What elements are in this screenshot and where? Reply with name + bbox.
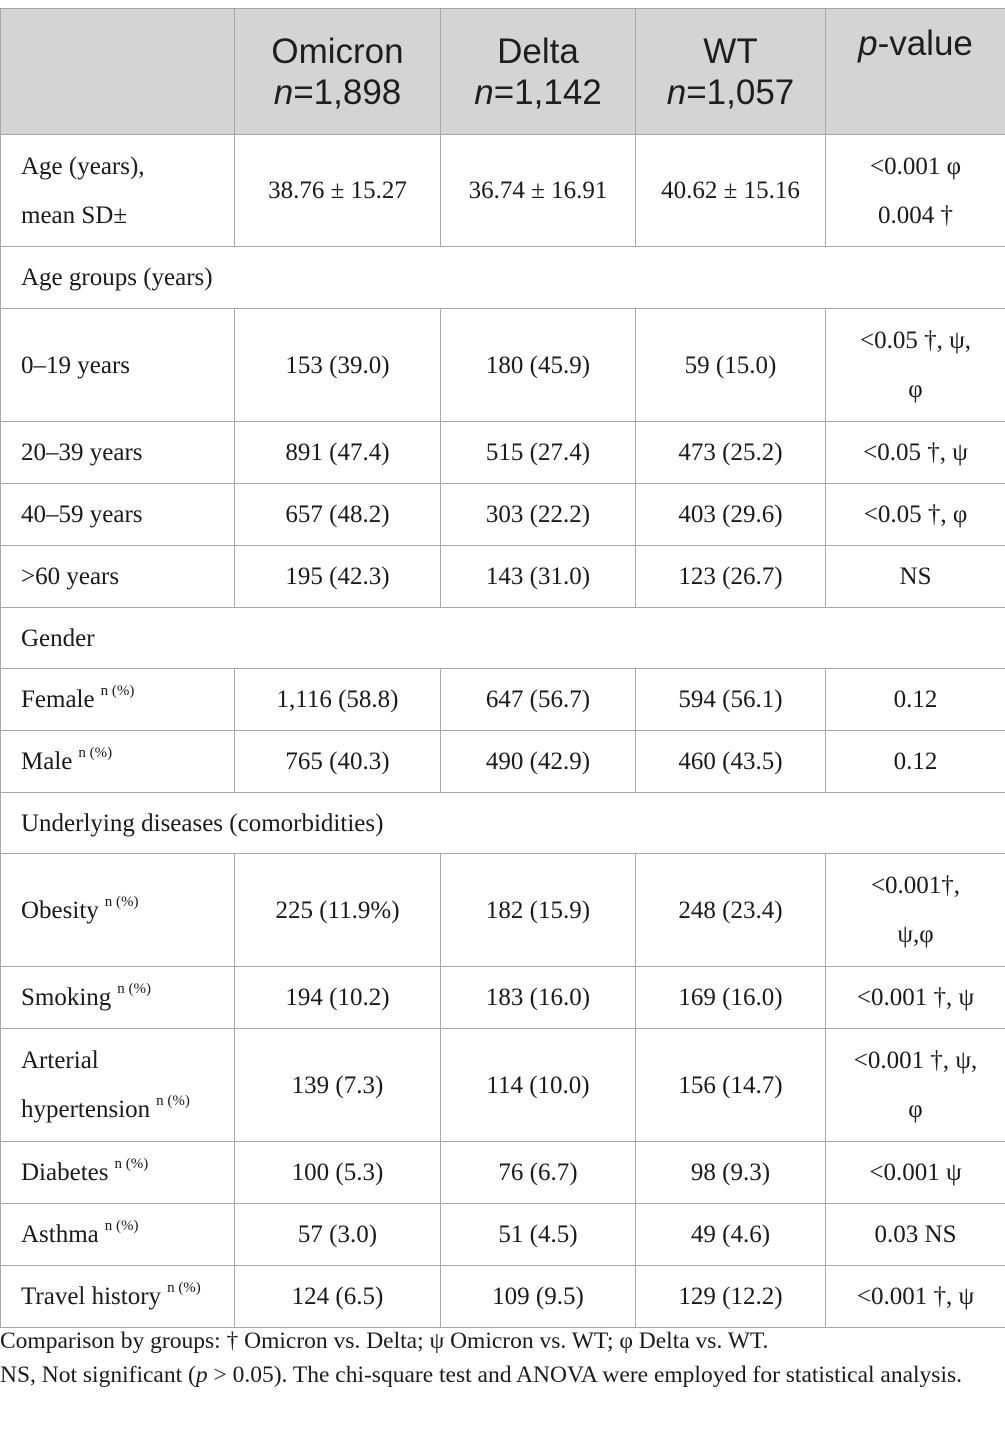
cell-omicron: 153 (39.0) (235, 309, 441, 422)
table-row-age (1, 135, 1005, 247)
table-row-asthma (1, 1204, 1005, 1266)
cell-delta: 515 (27.4) (441, 422, 636, 484)
cell-omicron: 195 (42.3) (235, 546, 441, 608)
footnote-methods: NS, Not significant (p > 0.05). The chi-square test and ANOVA were employed for statistical analysis. (0, 1362, 962, 1388)
table-row-female (1, 669, 1005, 731)
cell-delta: 114 (10.0) (441, 1029, 636, 1142)
header-omicron-name: Omicron (271, 31, 404, 71)
cell-wt: 248 (23.4) (636, 854, 826, 967)
cell-wt: 594 (56.1) (636, 669, 826, 731)
cell-pvalue: NS (826, 546, 1005, 608)
cell-pvalue: <0.001†, ψ,φ (826, 854, 1005, 967)
table-row-smoking (1, 967, 1005, 1029)
np-superscript: n (%) (114, 1156, 149, 1172)
table-header-row (1, 9, 1005, 135)
cell-pvalue: 0.12 (826, 731, 1005, 793)
cell-wt: 473 (25.2) (636, 422, 826, 484)
row-label: Age (years), mean SD± (1, 135, 235, 247)
header-wt (636, 9, 826, 135)
np-superscript: n (%) (156, 1093, 190, 1109)
np-superscript: n (%) (104, 893, 139, 910)
table-row-diabetes (1, 1142, 1005, 1204)
cell-delta: 182 (15.9) (441, 854, 636, 967)
header-label-cell (1, 9, 235, 135)
table-row-age-40-59 (1, 484, 1005, 546)
row-label: Diabetes $^{n (\%)}$ (1, 1142, 235, 1204)
cell-omicron: 124 (6.5) (235, 1266, 441, 1328)
section-heading: Underlying diseases (comorbidities) (1, 793, 1005, 854)
cell-wt: 403 (29.6) (636, 484, 826, 546)
cell-wt: 129 (12.2) (636, 1266, 826, 1328)
header-pvalue-label: p-value (858, 24, 973, 63)
np-superscript: n (%) (78, 745, 113, 761)
section-row-gender (1, 608, 1005, 669)
row-label: >60 years (1, 546, 235, 608)
cell-delta: 51 (4.5) (441, 1204, 636, 1266)
header-omicron (235, 9, 441, 135)
header-delta (441, 9, 636, 135)
header-wt-name: WT (703, 31, 758, 71)
cell-pvalue: <0.001 †, ψ (826, 967, 1005, 1029)
cell-pvalue: 0.03 NS (826, 1204, 1005, 1266)
section-row-comorbidities (1, 793, 1005, 854)
section-heading: Gender (1, 608, 1005, 669)
cell-omicron: 657 (48.2) (235, 484, 441, 546)
cell-pvalue: <0.05 †, φ (826, 484, 1005, 546)
cell-omicron: 891 (47.4) (235, 422, 441, 484)
header-wt-n: n=1,057 (666, 72, 795, 112)
table-row-male (1, 731, 1005, 793)
table-footnote (0, 1324, 1000, 1392)
cell-wt: 123 (26.7) (636, 546, 826, 608)
cell-wt: 156 (14.7) (636, 1029, 826, 1142)
cell-omicron: 1,116 (58.8) (235, 669, 441, 731)
cell-delta: 180 (45.9) (441, 309, 636, 422)
row-label: 20–39 years (1, 422, 235, 484)
row-label: Asthma $^{n (\%)}$ (1, 1204, 235, 1266)
cell-pvalue: 0.12 (826, 669, 1005, 731)
cell-pvalue: <0.001 φ 0.004 † (826, 135, 1005, 247)
row-label: Smoking $^{n (\%)}$ (1, 967, 235, 1029)
table-row-age-0-19 (1, 309, 1005, 422)
table-row-travel-history (1, 1266, 1005, 1328)
cell-delta: 183 (16.0) (441, 967, 636, 1029)
header-delta-n: n=1,142 (474, 72, 602, 112)
cell-omicron: 225 (11.9%) (235, 854, 441, 967)
np-superscript: n (%) (117, 981, 152, 997)
cell-delta: 647 (56.7) (441, 669, 636, 731)
row-label: Arterial hypertension $^{n (\%)}$ (1, 1029, 235, 1142)
cell-omicron: 194 (10.2) (235, 967, 441, 1029)
np-superscript: n (%) (104, 1218, 139, 1234)
section-heading: Age groups (years) (1, 247, 1005, 309)
cell-wt: 59 (15.0) (636, 309, 826, 422)
header-pvalue (826, 9, 1005, 135)
cell-pvalue: <0.05 †, ψ, φ (826, 309, 1005, 422)
table-row-age-20-39 (1, 422, 1005, 484)
cell-wt: 98 (9.3) (636, 1142, 826, 1204)
np-superscript: n (%) (100, 683, 135, 699)
np-superscript: n (%) (167, 1280, 201, 1296)
row-label: Female $^{n (\%)}$ (1, 669, 235, 731)
demographics-table (0, 8, 1005, 1328)
cell-omicron: 57 (3.0) (235, 1204, 441, 1266)
cell-pvalue: <0.001 †, ψ (826, 1266, 1005, 1328)
cell-delta: 76 (6.7) (441, 1142, 636, 1204)
cell-wt: 49 (4.6) (636, 1204, 826, 1266)
footnote-comparison: Comparison by groups: † Omicron vs. Delta; ψ Omicron vs. WT; φ Delta vs. WT. (0, 1328, 769, 1354)
cell-pvalue: <0.001 ψ (826, 1142, 1005, 1204)
cell-delta: 143 (31.0) (441, 546, 636, 608)
cell-delta: 490 (42.9) (441, 731, 636, 793)
header-omicron-n: n=1,898 (273, 72, 402, 112)
cell-wt: 169 (16.0) (636, 967, 826, 1029)
table-row-obesity (1, 854, 1005, 967)
table-row-age-60-plus (1, 546, 1005, 608)
cell-delta: 303 (22.2) (441, 484, 636, 546)
cell-delta: 36.74 ± 16.91 (441, 135, 636, 247)
cell-delta: 109 (9.5) (441, 1266, 636, 1328)
cell-pvalue: <0.001 †, ψ, φ (826, 1029, 1005, 1142)
cell-wt: 460 (43.5) (636, 731, 826, 793)
row-label: 40–59 years (1, 484, 235, 546)
cell-omicron: 139 (7.3) (235, 1029, 441, 1142)
row-label: Obesity $^{n (\%)}$ (1, 854, 235, 967)
cell-omicron: 100 (5.3) (235, 1142, 441, 1204)
row-label: 0–19 years (1, 309, 235, 422)
table-row-hypertension (1, 1029, 1005, 1142)
cell-pvalue: <0.05 †, ψ (826, 422, 1005, 484)
row-label: Travel history $^{n (\%)}$ (1, 1266, 235, 1328)
header-delta-name: Delta (497, 31, 579, 71)
cell-omicron: 765 (40.3) (235, 731, 441, 793)
cell-omicron: 38.76 ± 15.27 (235, 135, 441, 247)
row-label: Male $^{n (\%)}$ (1, 731, 235, 793)
section-row-age-groups (1, 247, 1005, 309)
cell-wt: 40.62 ± 15.16 (636, 135, 826, 247)
